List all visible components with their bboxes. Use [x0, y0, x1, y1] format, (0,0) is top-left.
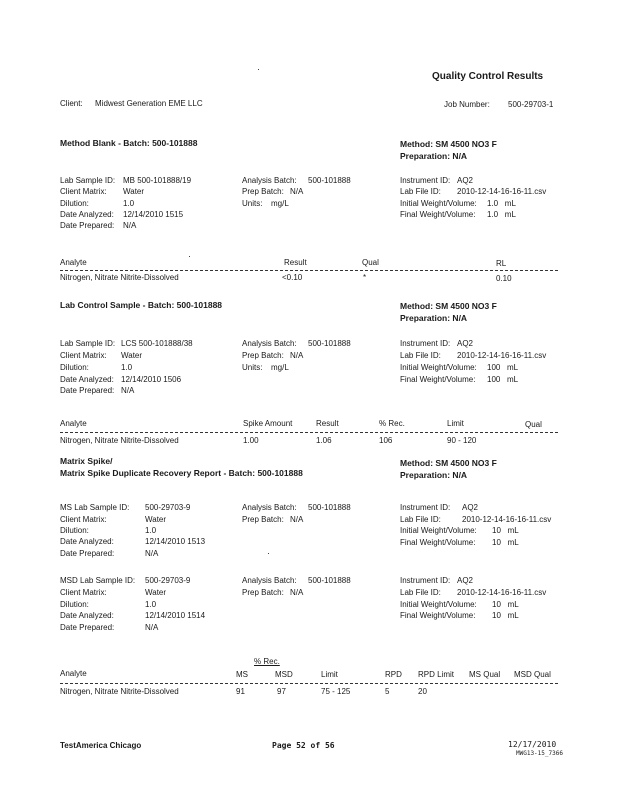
ms-heading-line1: Matrix Spike/: [60, 456, 113, 466]
field-label: Client Matrix:: [60, 588, 107, 597]
client-value: Midwest Generation EME LLC: [95, 99, 203, 108]
ms-heading-line2: Matrix Spike Duplicate Recovery Report - Batch: 500-101888: [60, 468, 303, 478]
field-label: Instrument ID:: [400, 576, 451, 585]
field-label: Final Weight/Volume:: [400, 538, 476, 547]
row-rpd-limit: 20: [418, 687, 427, 696]
footer-company: TestAmerica Chicago: [60, 741, 142, 750]
row-limit: 75 - 125: [321, 687, 351, 696]
row-msd: 97: [277, 687, 286, 696]
field-label: Date Prepared:: [60, 386, 115, 395]
col-header-analyte: Analyte: [60, 419, 87, 428]
ms-preparation: Preparation: N/A: [400, 470, 468, 480]
col-header-rpd-limit: RPD Limit: [418, 670, 455, 679]
field-value: 100 mL: [487, 375, 519, 384]
col-header-rl: RL: [496, 259, 507, 268]
field-value: 500-101888: [308, 176, 351, 185]
field-value: 2010-12-14-16-16-11.csv: [457, 588, 547, 597]
field-label: Instrument ID:: [400, 339, 451, 348]
field-label: Units:: [242, 363, 263, 372]
lcs-heading: Lab Control Sample - Batch: 500-101888: [60, 300, 223, 310]
method-blank-method: Method: SM 4500 NO3 F: [400, 139, 497, 149]
field-label: Instrument ID:: [400, 176, 451, 185]
scan-speck: [189, 256, 190, 257]
field-label: Instrument ID:: [400, 503, 451, 512]
field-label: Lab File ID:: [400, 351, 441, 360]
field-value: Water: [145, 515, 167, 524]
row-analyte: Nitrogen, Nitrate Nitrite-Dissolved: [60, 273, 179, 282]
col-header-msd: MSD: [275, 670, 293, 679]
field-value: 1.0 mL: [487, 210, 516, 219]
field-value: 10 mL: [492, 526, 519, 535]
field-value: Water: [145, 588, 167, 597]
field-label: Client Matrix:: [60, 187, 107, 196]
job-number-label: Job Number:: [444, 100, 490, 109]
field-value: mg/L: [271, 363, 289, 372]
field-value: AQ2: [457, 339, 474, 348]
field-label: Analysis Batch:: [242, 176, 297, 185]
field-label: Date Analyzed:: [60, 537, 114, 546]
row-rl: 0.10: [496, 274, 512, 283]
field-value: AQ2: [462, 503, 479, 512]
field-label: Analysis Batch:: [242, 339, 297, 348]
field-value: N/A: [145, 623, 159, 632]
field-label: Lab Sample ID:: [60, 339, 116, 348]
col-header-qual: Qual: [525, 420, 542, 429]
field-value: 12/14/2010 1506: [121, 375, 182, 384]
field-label: Analysis Batch:: [242, 576, 297, 585]
field-label: Date Prepared:: [60, 623, 115, 632]
field-label: Initial Weight/Volume:: [400, 526, 477, 535]
field-value: N/A: [290, 351, 304, 360]
field-label: Initial Weight/Volume:: [400, 363, 477, 372]
col-header-ms-qual: MS Qual: [469, 670, 501, 679]
col-header-limit: Limit: [321, 670, 338, 679]
field-label: Analysis Batch:: [242, 503, 297, 512]
field-label: Lab Sample ID:: [60, 176, 116, 185]
col-header-result: Result: [284, 258, 307, 267]
col-header-analyte: Analyte: [60, 669, 87, 678]
field-value: 12/14/2010 1514: [145, 611, 206, 620]
footer-document-code: MWG13-15_7366: [516, 750, 563, 757]
field-value: 500-101888: [308, 576, 351, 585]
field-value: 1.0: [123, 199, 135, 208]
field-value: N/A: [290, 588, 304, 597]
field-value: N/A: [123, 221, 137, 230]
field-label: Initial Weight/Volume:: [400, 600, 477, 609]
col-header-limit: Limit: [447, 419, 464, 428]
field-value: 1.0: [145, 526, 157, 535]
row-analyte: Nitrogen, Nitrate Nitrite-Dissolved: [60, 687, 179, 696]
field-label: MS Lab Sample ID:: [60, 503, 130, 512]
field-value: 500-101888: [308, 503, 351, 512]
row-rec: 106: [379, 436, 393, 445]
field-label: Date Prepared:: [60, 549, 115, 558]
field-label: Date Analyzed:: [60, 375, 114, 384]
col-header-rpd: RPD: [385, 670, 402, 679]
field-value: Water: [121, 351, 143, 360]
field-label: Final Weight/Volume:: [400, 210, 476, 219]
col-header-msd-qual: MSD Qual: [514, 670, 551, 679]
row-spike-amount: 1.00: [243, 436, 259, 445]
footer-page-number: Page 52 of 56: [272, 741, 335, 750]
field-value: 1.0: [121, 363, 133, 372]
col-header-qual: Qual: [362, 258, 379, 267]
field-label: Prep Batch:: [242, 187, 284, 196]
field-value: 2010-12-14-16-16-11.csv: [457, 187, 547, 196]
field-label: Lab File ID:: [400, 588, 441, 597]
field-label: Dilution:: [60, 600, 89, 609]
field-value: N/A: [290, 515, 304, 524]
field-label: MSD Lab Sample ID:: [60, 576, 136, 585]
field-label: Prep Batch:: [242, 351, 284, 360]
table-header-rule: [60, 432, 558, 433]
row-result: 1.06: [316, 436, 332, 445]
field-label: Units:: [242, 199, 263, 208]
field-value: N/A: [290, 187, 304, 196]
ms-method: Method: SM 4500 NO3 F: [400, 458, 497, 468]
field-value: 500-29703-9: [145, 503, 191, 512]
field-value: AQ2: [457, 576, 474, 585]
field-value: 10 mL: [492, 600, 519, 609]
field-label: Date Analyzed:: [60, 611, 114, 620]
field-label: Prep Batch:: [242, 515, 284, 524]
client-label: Client:: [60, 99, 83, 108]
field-label: Date Analyzed:: [60, 210, 114, 219]
col-header-spike-amount: Spike Amount: [243, 419, 293, 428]
row-limit: 90 - 120: [447, 436, 477, 445]
table-header-rule: [60, 683, 558, 684]
field-value: N/A: [121, 386, 135, 395]
job-number-value: 500-29703-1: [508, 100, 554, 109]
report-title: Quality Control Results: [432, 71, 544, 82]
field-value: Water: [123, 187, 145, 196]
field-label: Final Weight/Volume:: [400, 375, 476, 384]
lcs-preparation: Preparation: N/A: [400, 313, 468, 323]
field-value: LCS 500-101888/38: [121, 339, 193, 348]
field-value: 2010-12-14-16-16-11.csv: [457, 351, 547, 360]
col-header-result: Result: [316, 419, 339, 428]
field-value: 2010-12-14-16-16-11.csv: [462, 515, 552, 524]
row-result: <0.10: [282, 273, 303, 282]
field-value: 500-101888: [308, 339, 351, 348]
row-rpd: 5: [385, 687, 390, 696]
field-value: 1.0 mL: [487, 199, 516, 208]
field-label: Dilution:: [60, 526, 89, 535]
row-qual: *: [363, 273, 367, 282]
field-label: Lab File ID:: [400, 515, 441, 524]
col-header-rec: % Rec.: [379, 419, 405, 428]
field-label: Client Matrix:: [60, 351, 107, 360]
field-value: N/A: [145, 549, 159, 558]
footer-date: 12/17/2010: [508, 740, 557, 749]
field-value: mg/L: [271, 199, 289, 208]
field-value: AQ2: [457, 176, 474, 185]
col-group-header-rec: % Rec.: [254, 657, 280, 666]
scan-speck: [268, 553, 269, 554]
field-label: Prep Batch:: [242, 588, 284, 597]
field-label: Dilution:: [60, 363, 89, 372]
row-ms: 91: [236, 687, 245, 696]
field-label: Date Prepared:: [60, 221, 115, 230]
field-value: 500-29703-9: [145, 576, 191, 585]
scan-speck: [258, 69, 259, 70]
field-value: 1.0: [145, 600, 157, 609]
field-value: 12/14/2010 1515: [123, 210, 184, 219]
field-value: 10 mL: [492, 538, 519, 547]
field-label: Dilution:: [60, 199, 89, 208]
method-blank-preparation: Preparation: N/A: [400, 151, 468, 161]
row-analyte: Nitrogen, Nitrate Nitrite-Dissolved: [60, 436, 179, 445]
col-header-ms: MS: [236, 670, 248, 679]
method-blank-heading: Method Blank - Batch: 500-101888: [60, 138, 198, 148]
field-label: Initial Weight/Volume:: [400, 199, 477, 208]
field-value: 100 mL: [487, 363, 519, 372]
field-value: 12/14/2010 1513: [145, 537, 206, 546]
lcs-method: Method: SM 4500 NO3 F: [400, 301, 497, 311]
col-header-analyte: Analyte: [60, 258, 87, 267]
field-label: Lab File ID:: [400, 187, 441, 196]
field-label: Client Matrix:: [60, 515, 107, 524]
field-label: Final Weight/Volume:: [400, 611, 476, 620]
table-header-rule: [60, 270, 558, 271]
field-value: 10 mL: [492, 611, 519, 620]
field-value: MB 500-101888/19: [123, 176, 192, 185]
